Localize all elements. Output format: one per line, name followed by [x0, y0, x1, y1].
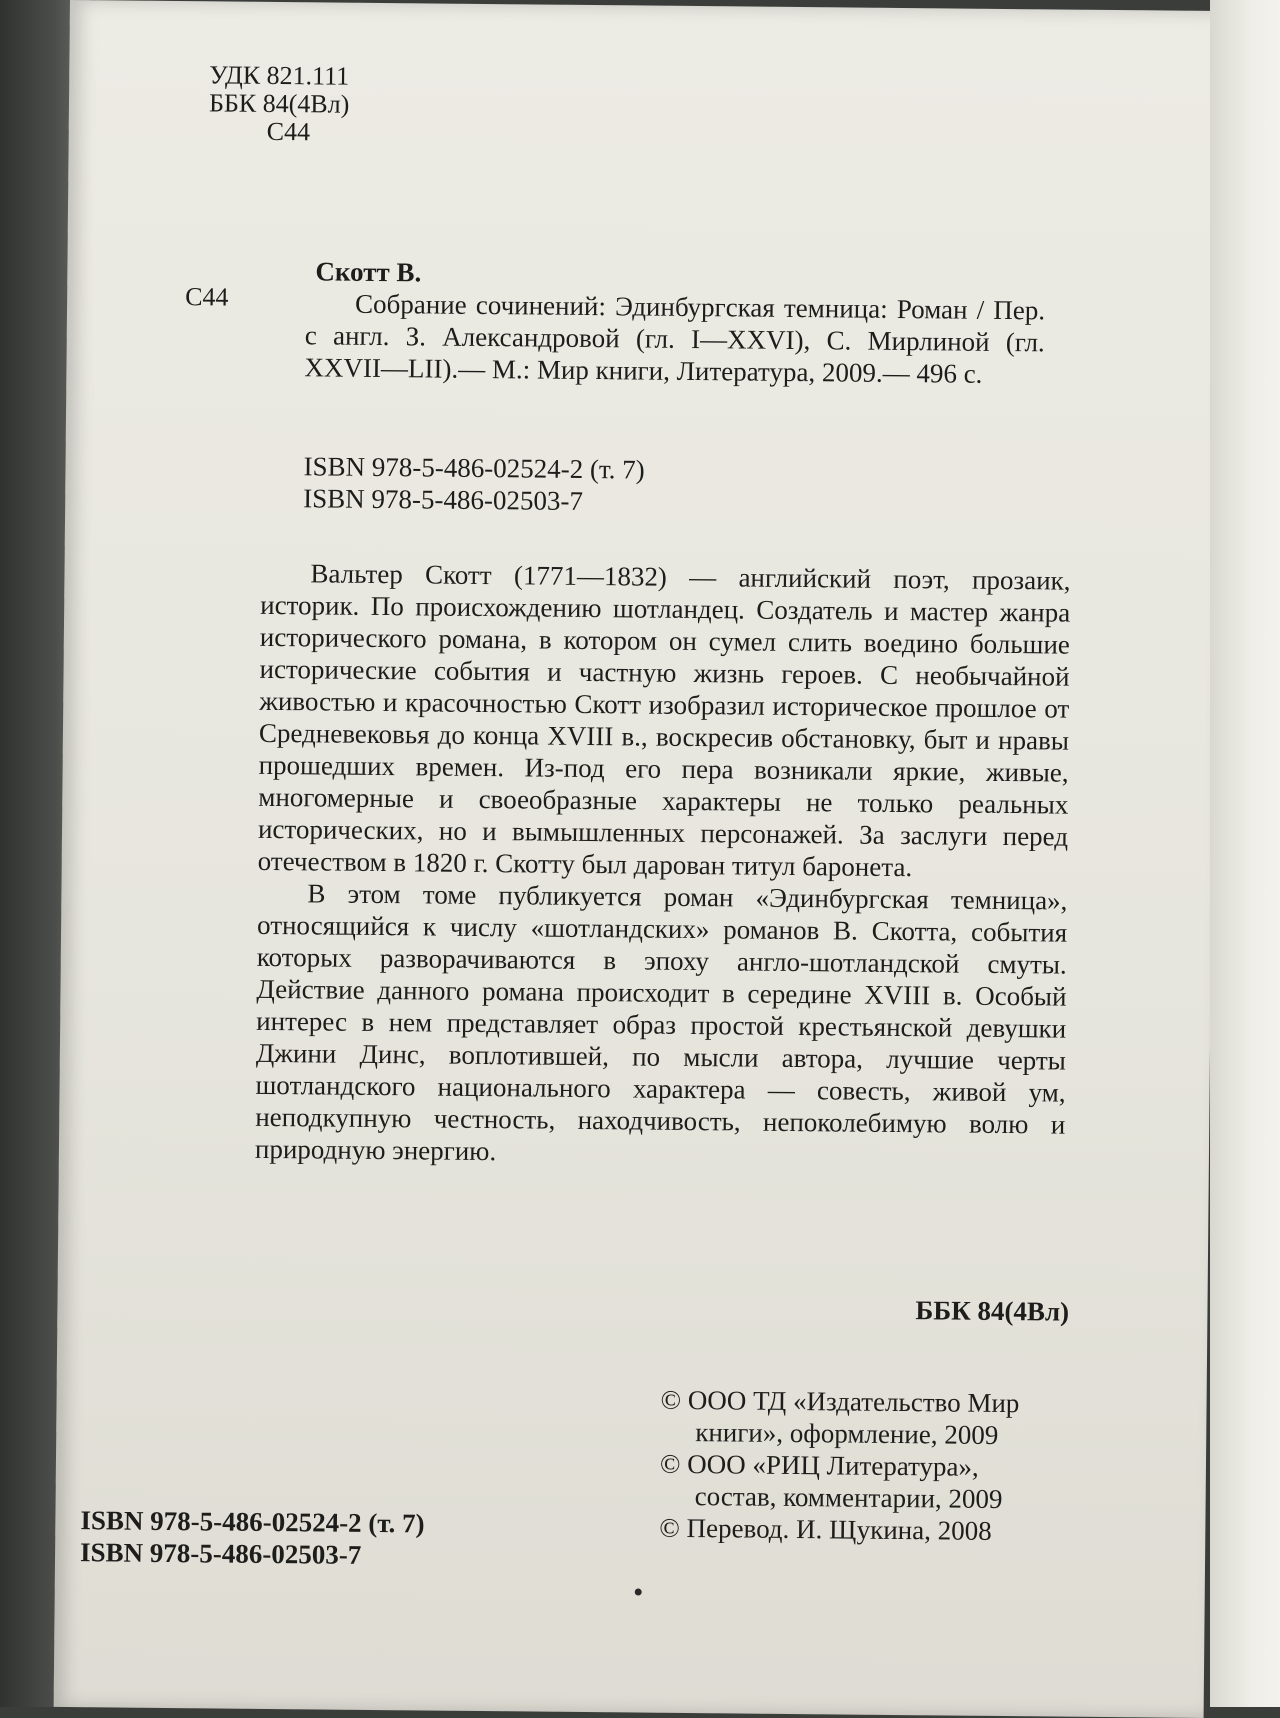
annotation-paragraph: Вальтер Скотт (1771—1832) — английский поэт, прозаик, историк. По происхождению шотландец. Создатель и мастер жанра исторического романа, в котором он сумел слить воедино большие исторические события и частную жизнь героев. С необычайной живостью и красочностью Скотт изобразил историческое прошлое от Средневековья до конца XVIII в., воскресив обстановку, быт и нравы прошедших времен. Из-под его пера возникали яркие, живые, многомерные и своеобразные характеры не только реальных исторических, но и вымышленных персонажей. За заслуги перед отечеством в 1820 г. Скотту был дарован титул баронета. [257, 558, 1071, 883]
bibliographic-record [304, 255, 1045, 390]
udk-code: УДК 821.111 [209, 60, 350, 91]
isbn-footer-volume: ISBN 978-5-486-02524-2 (т. 7) [80, 1505, 425, 1539]
isbn-block [303, 450, 645, 517]
bibliographic-entry: Собрание сочинений: Эдинбургская темница: Роман / Пер. с англ. З. Александровой (гл. I—XXVI), С. Мирлиной (гл. XXVII—LII).— М.: Мир книги, Литература, 2009.— 496 с. [304, 288, 1046, 389]
book-page [54, 0, 1220, 1718]
copyright-line: состав, комментарии, 2009 [694, 1481, 1003, 1515]
ink-dot [635, 1588, 642, 1595]
bbk-footer: ББК 84(4Вл) [915, 1295, 1070, 1327]
annotation [255, 557, 1071, 1173]
copyright-line: книги», оформление, 2009 [695, 1417, 999, 1450]
bbk-code: ББК 84(4Вл) [208, 88, 350, 119]
copyright-line: © Перевод. И. Щукина, 2008 [659, 1512, 992, 1546]
isbn-volume: ISBN 978-5-486-02524-2 (т. 7) [303, 451, 645, 485]
isbn-footer-set: ISBN 978-5-486-02503-7 [79, 1537, 362, 1570]
copyright-line: © ООО «РИЦ Литература», [659, 1448, 979, 1482]
author-mark: С44 [266, 116, 311, 147]
copyright-line: © ООО ТД «Издательство Мир [660, 1384, 1020, 1419]
isbn-set: ISBN 978-5-486-02503-7 [303, 483, 584, 516]
adjacent-page-edge [1210, 0, 1280, 1707]
annotation-paragraph: В этом томе публикуется роман «Эдинбургская темница», относящийся к числу «шотландских» романов В. Скотта, события которых разворачиваются в эпоху англо-шотландской смуты. Действие данного романа происходит в середине XVIII в. Особый интерес в нем представляет образ простой крестьянской девушки Джини Динс, воплотившей, по мысли автора, лучшие черты шотландского национального характера — совесть, живой ум, неподкупную честность, находчивость, непоколебимую волю и природную энергию. [254, 878, 1068, 1167]
author-heading: Скотт В. [315, 256, 422, 288]
isbn-footer [80, 1504, 425, 1571]
catalog-code: С44 [185, 282, 229, 312]
copyright-block [659, 1384, 1081, 1548]
classification-block [209, 61, 350, 146]
